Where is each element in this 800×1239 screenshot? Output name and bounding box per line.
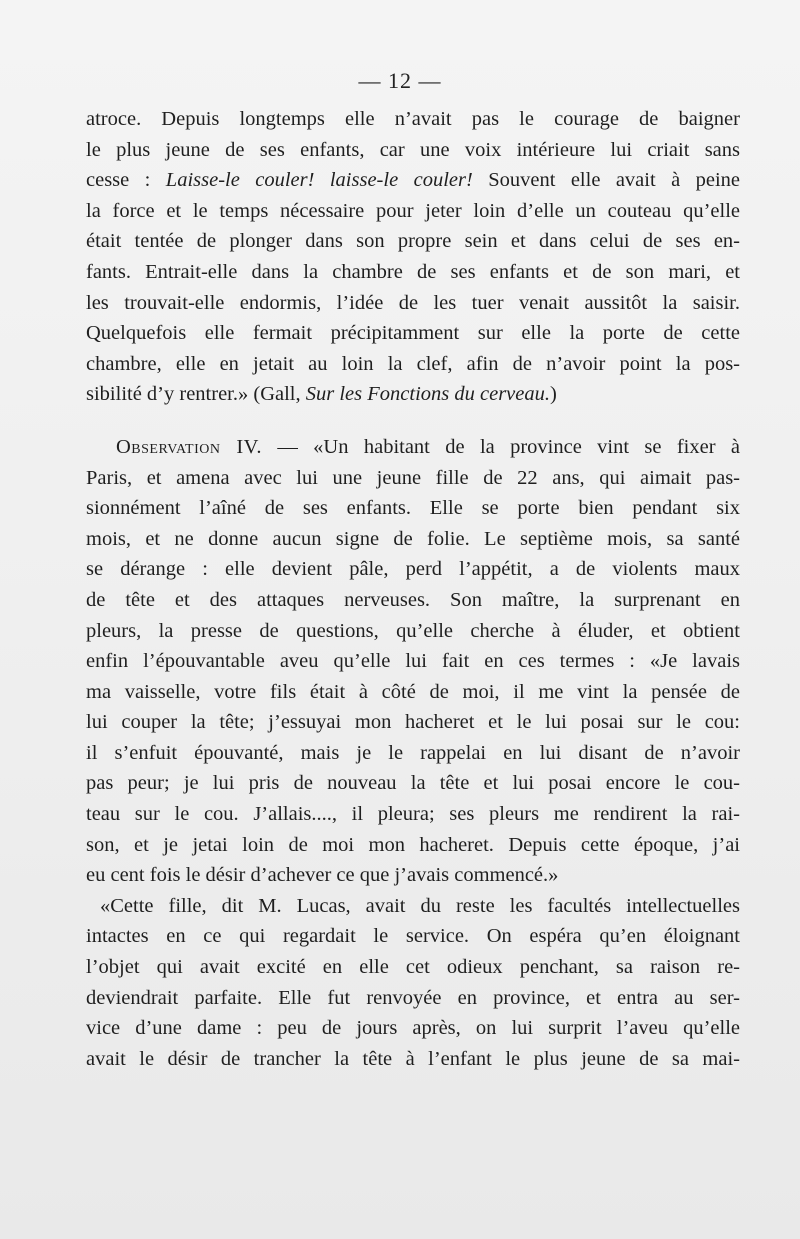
text-line: l’objet qui avait excité en elle cet odieux penchant, sa raison re-	[86, 956, 740, 979]
text-line: ma vaisselle, votre fils était à côté de moi, il me vint la pensée de	[86, 680, 740, 703]
observation-heading: Observation IV.	[116, 435, 262, 458]
text-line: intactes en ce qui regardait le service. On espéra qu’en éloignant	[86, 925, 740, 948]
text-line	[86, 432, 740, 463]
text-run: sibilité d’y rentrer.» (Gall,	[86, 383, 306, 406]
text-line: sionnément l’aîné de ses enfants. Elle se porte bien pendant six	[86, 497, 740, 520]
text-line: son, et je jetai loin de moi mon hacheret. Depuis cette époque, j’ai	[86, 833, 740, 856]
text-line: les trouvait-elle endormis, l’idée de les tuer venait aussitôt la saisir.	[86, 291, 740, 314]
text-line: Quelquefois elle fermait précipitamment sur elle la porte de cette	[86, 322, 740, 345]
text-line: le plus jeune de ses enfants, car une voix intérieure lui criait sans	[86, 138, 740, 161]
text-line: chambre, elle en jetait au loin la clef, afin de n’avoir point la pos-	[86, 352, 740, 375]
text-line: Paris, et amena avec lui une jeune fille de 22 ans, qui aimait pas-	[86, 466, 740, 489]
text-line: pas peur; je lui pris de nouveau la tête et lui posai encore le cou-	[86, 772, 740, 795]
text-line: de tête et des attaques nerveuses. Son maître, la surprenant en	[86, 588, 740, 611]
text-line: se dérange : elle devient pâle, perd l’appétit, a de violents maux	[86, 558, 740, 581]
text-line: pleurs, la presse de questions, qu’elle cherche à éluder, et obtient	[86, 619, 740, 642]
text-run: — «Un habitant de la province vint se fixer à	[261, 435, 741, 458]
text-line	[86, 379, 740, 410]
body-text	[86, 104, 740, 1074]
text-line: la force et le temps nécessaire pour jeter loin d’elle un couteau qu’elle	[86, 199, 740, 222]
page-number: — 12 —	[358, 68, 442, 93]
text-run: )	[550, 383, 557, 406]
text-line: vice d’une dame : peu de jours après, on lui surprit l’aveu qu’elle	[86, 1017, 740, 1040]
text-line: eu cent fois le désir d’achever ce que j’avais commencé.»	[86, 864, 559, 887]
text-line: avait le désir de trancher la tête à l’enfant le plus jeune de sa mai-	[86, 1047, 740, 1070]
text-line: enfin l’épouvantable aveu qu’elle lui fait en ces termes : «Je lavais	[86, 650, 740, 673]
text-line: deviendrait parfaite. Elle fut renvoyée en province, et entra au ser-	[86, 986, 740, 1009]
italic-quote: Laisse-le couler! laisse-le couler!	[165, 169, 473, 192]
text-line: il s’enfuit épouvanté, mais je le rappelai en lui disant de n’avoir	[86, 741, 740, 764]
text-run: Souvent elle avait à peine	[472, 169, 741, 192]
text-line: fants. Entrait-elle dans la chambre de ses enfants et de son mari, et	[86, 260, 740, 283]
text-line: lui couper la tête; j’essuyai mon hacheret et le lui posai sur le cou:	[86, 711, 740, 734]
text-run: cesse :	[86, 169, 166, 192]
text-line: atroce. Depuis longtemps elle n’avait pas le courage de baigner	[86, 108, 740, 130]
text-line	[86, 165, 740, 196]
text-line: mois, et ne donne aucun signe de folie. Le septième mois, sa santé	[86, 527, 740, 550]
italic-citation: Sur les Fonctions du cerveau.	[305, 383, 550, 406]
text-line: était tentée de plonger dans son propre sein et dans celui de ses en-	[86, 230, 740, 253]
text-line: teau sur le cou. J’allais...., il pleura; ses pleurs me rendirent la rai-	[86, 803, 740, 826]
text-line: «Cette fille, dit M. Lucas, avait du reste les facultés intellectuelles	[100, 894, 740, 917]
